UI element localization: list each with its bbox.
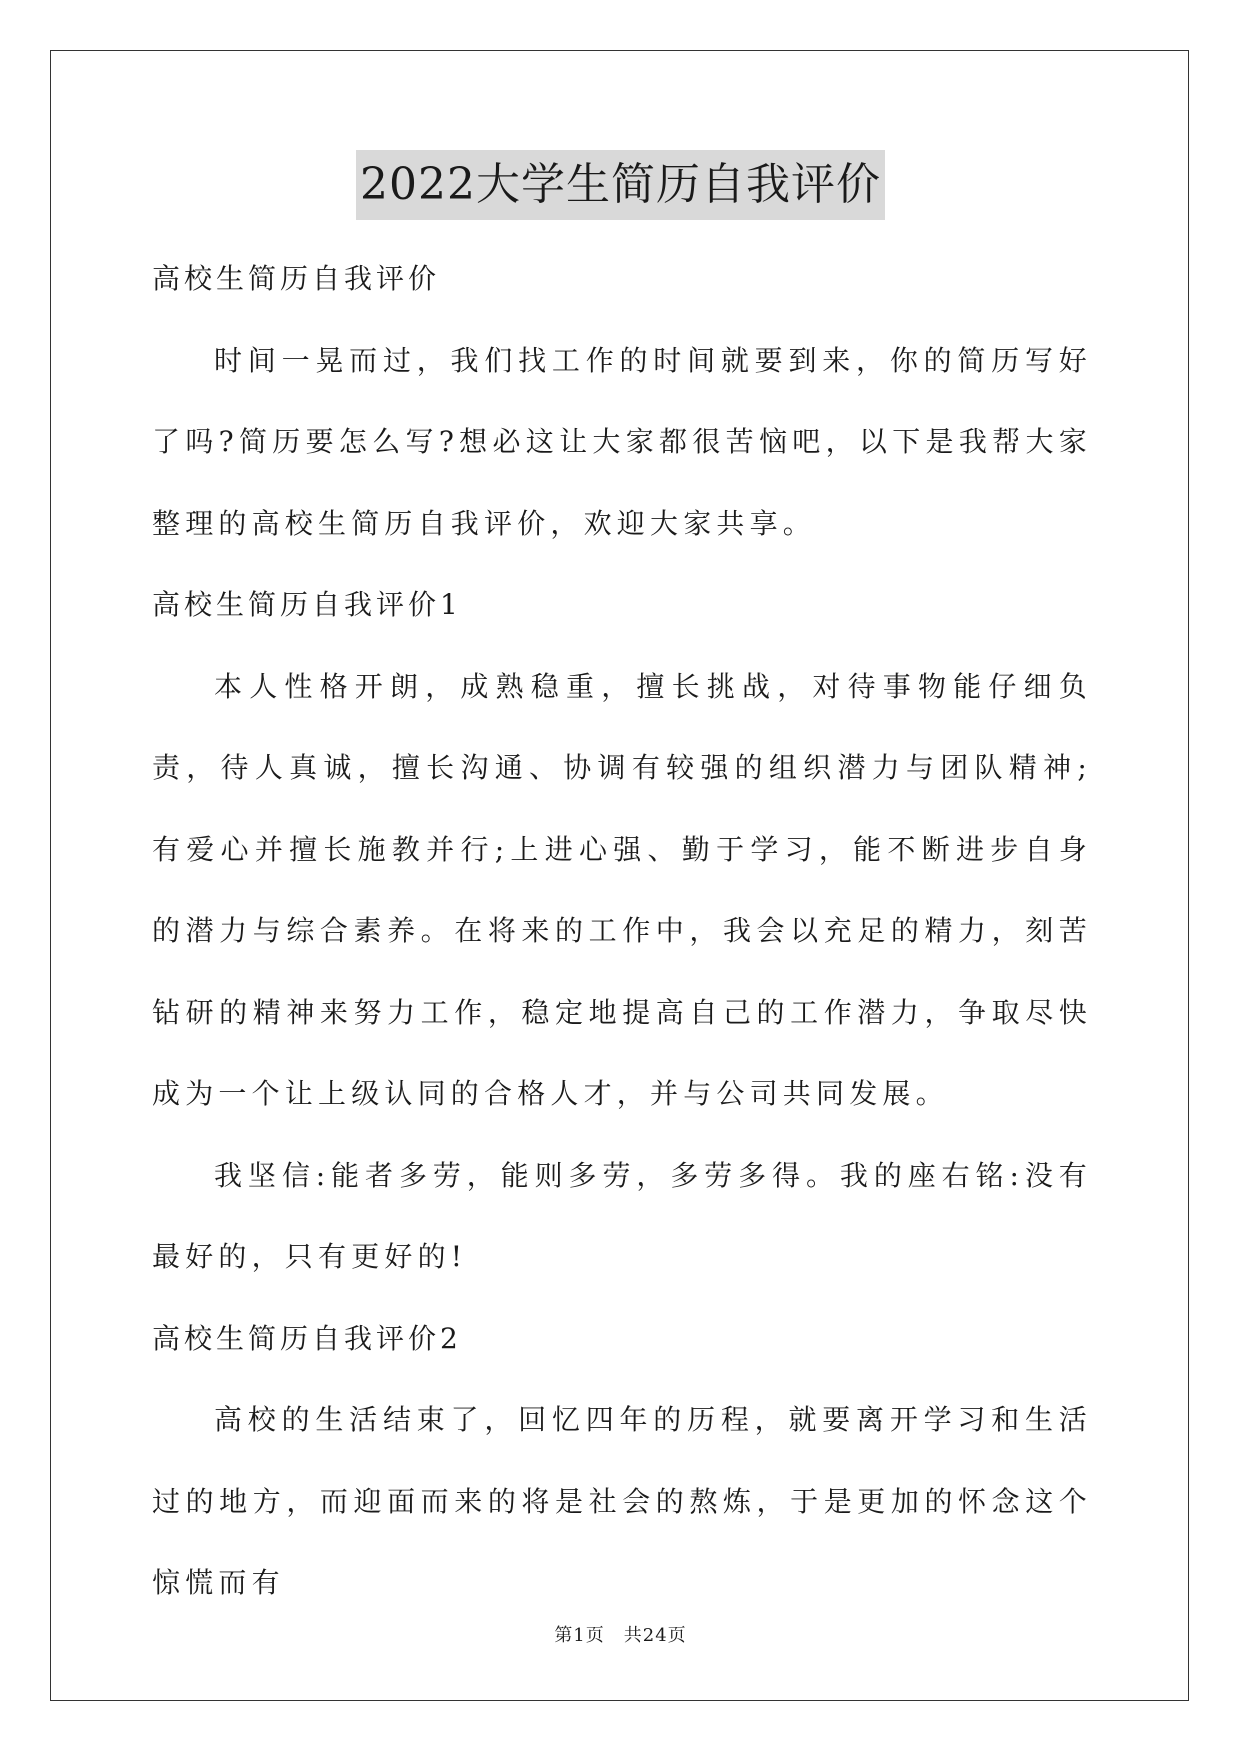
page-footer: 第1页 共24页 — [554, 1625, 687, 1646]
page-title-wrap — [0, 150, 1241, 220]
section-heading: 高校生简历自我评价1 — [152, 588, 462, 621]
paragraph: 高校的生活结束了，回忆四年的历程，就要离开学习和生活过的地方，而迎面而来的将是社会的熬炼，于是更加的怀念这个惊慌而有 — [152, 1403, 1092, 1599]
section-heading: 高校生简历自我评价2 — [152, 1321, 462, 1355]
section-heading: 高校生简历自我评价 — [152, 262, 441, 295]
paragraph: 时间一晃而过，我们找工作的时间就要到来，你的简历写好了吗?简历要怎么写?想必这让大家都很苦恼吧，以下是我帮大家整理的高校生简历自我评价，欢迎大家共享。 — [152, 343, 1092, 540]
paragraph: 本人性格开朗，成熟稳重，擅长挑战，对待事物能仔细负责，待人真诚，擅长沟通、协调有较强的组织潜力与团队精神;有爱心并擅长施教并行;上进心强、勤于学习，能不断进步自身的潜力与综合素养。在将来的工作中，我会以充足的精力，刻苦钻研的精神来努力工作，稳定地提高自己的工作潜力，争取尽快成为一个让上级认同的合格人才，并与公司共同发展。 — [152, 669, 1092, 1110]
document-title: 2022大学生简历自我评价 — [356, 150, 885, 220]
paragraph: 我坚信:能者多劳，能则多劳，多劳多得。我的座右铭:没有最好的，只有更好的! — [152, 1158, 1092, 1273]
document-body — [152, 238, 1092, 1624]
